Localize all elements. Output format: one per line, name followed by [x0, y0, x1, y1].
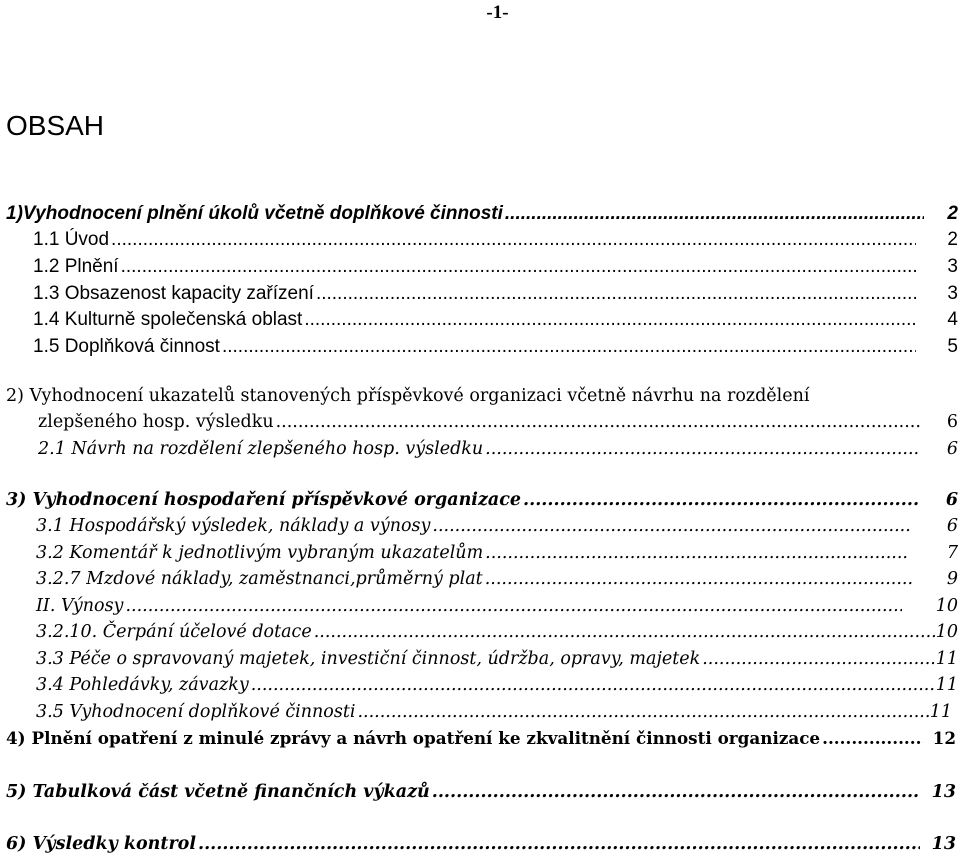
toc-entry-text: 3) Vyhodnocení hospodaření příspěvkové organizace — [6, 490, 522, 510]
toc-entry-5[interactable] — [6, 780, 956, 804]
toc-entry-text: 3.5 Vyhodnocení doplňkové činnosti — [36, 702, 356, 722]
toc-entry-text: 3.1 Hospodářský výsledek, náklady a výnosy — [36, 516, 431, 536]
toc-entry-3-2-7[interactable] — [36, 567, 958, 591]
toc-entry-text: 3.3 Péče o spravovaný majetek, investiční činnost, údržba, opravy, majetek — [36, 649, 701, 669]
toc-page-number: 10 — [935, 622, 958, 642]
toc-leader — [523, 488, 920, 512]
toc-page-number: 9 — [946, 569, 958, 589]
toc-page-number: 10 — [935, 596, 958, 616]
toc-page-number: 6 — [946, 439, 958, 459]
toc-leader — [314, 620, 936, 644]
toc-entry-1-2[interactable] — [33, 255, 958, 279]
toc-entry-2-line1[interactable]: 2) Vyhodnocení ukazatelů stanovených příspěvkové organizaci včetně návrhu na rozdělení — [6, 386, 810, 406]
toc-entry-1-4[interactable] — [33, 308, 958, 332]
toc-leader — [316, 282, 916, 306]
toc-entry-text: 1.2 Plnění — [33, 256, 119, 277]
toc-entry-2[interactable] — [38, 410, 958, 434]
toc-entry-3-4[interactable] — [36, 673, 958, 697]
toc-entry-2-1[interactable] — [38, 437, 958, 461]
toc-entry-text: 6) Výsledky kontrol — [6, 834, 196, 854]
toc-leader — [485, 541, 908, 565]
toc-entry-4[interactable] — [6, 726, 956, 750]
toc-page-number: 6 — [946, 516, 958, 536]
toc-leader — [822, 726, 923, 750]
toc-entry-text: 1.5 Doplňková činnost — [33, 336, 220, 357]
toc-leader — [276, 410, 920, 434]
toc-page-number: 13 — [931, 782, 956, 802]
toc-entry-text: 4) Plnění opatření z minulé zprávy a návrh opatření ke zkvalitnění činnosti organizace — [6, 728, 821, 748]
toc-entry-text: zlepšeného hosp. výsledku — [38, 412, 274, 432]
toc-entry-text: 1)Vyhodnocení plnění úkolů včetně doplňkové činnosti — [6, 203, 503, 224]
toc-entry-6[interactable] — [6, 832, 956, 856]
toc-entry-text: II. Výnosy — [36, 596, 124, 616]
page-number: -1- — [486, 2, 509, 23]
toc-entry-text: 3.2.7 Mzdové náklady, zaměstnanci,průměrný plat — [36, 569, 483, 589]
toc-leader — [198, 832, 920, 856]
toc-leader — [485, 567, 912, 591]
toc-page-number: 11 — [935, 675, 958, 695]
toc-entry-3-2[interactable] — [36, 541, 958, 565]
toc-entry-3[interactable] — [6, 488, 958, 512]
toc-leader — [251, 673, 936, 697]
toc-entry-text: 1.3 Obsazenost kapacity zařízení — [33, 283, 314, 304]
toc-page-number: 4 — [947, 309, 958, 330]
toc-page-number: 5 — [947, 336, 958, 357]
toc-leader — [505, 202, 924, 226]
page-title: OBSAH — [6, 110, 105, 141]
toc-entry-1-3[interactable] — [33, 282, 958, 306]
toc-leader — [222, 335, 916, 359]
toc-entry-text: 3.2 Komentář k jednotlivým vybraným ukazatelům — [36, 543, 484, 563]
toc-entry-text: 5) Tabulková část včetně finančních výkazů — [6, 782, 430, 802]
toc-entry-text: 1.1 Úvod — [33, 229, 110, 250]
toc-entry-3-3[interactable] — [36, 647, 958, 671]
toc-leader — [111, 228, 916, 252]
toc-page-number: 3 — [947, 283, 958, 304]
toc-page-number: 6 — [945, 490, 958, 510]
toc-entry-text: 3.4 Pohledávky, závazky — [36, 675, 249, 695]
toc-entry-3-1[interactable] — [36, 514, 958, 538]
toc-entry-1-1[interactable] — [33, 228, 958, 252]
toc-page-number: 2 — [947, 229, 958, 250]
toc-leader — [432, 780, 920, 804]
toc-leader — [121, 255, 916, 279]
toc-leader — [304, 308, 916, 332]
toc-entry-1-5[interactable] — [33, 335, 958, 359]
toc-entry-text: 1.4 Kulturně společenská oblast — [33, 309, 303, 330]
toc-page-number: 11 — [929, 702, 952, 722]
toc-entry-ii[interactable] — [36, 594, 958, 618]
toc-page-number: 7 — [946, 543, 958, 563]
toc-leader — [432, 514, 912, 538]
toc-page-number: 2 — [947, 203, 958, 224]
toc-leader — [702, 647, 935, 671]
toc-page-number: 12 — [932, 728, 956, 748]
toc-entry-text: 3.2.10. Čerpání účelové dotace — [36, 622, 312, 642]
toc-leader — [485, 437, 920, 461]
toc-page-number: 3 — [947, 256, 958, 277]
toc-page-number: 13 — [931, 834, 956, 854]
toc-leader — [357, 700, 929, 724]
toc-entry-1[interactable] — [6, 202, 958, 226]
toc-entry-text: 2.1 Návrh na rozdělení zlepšeného hosp. výsledku — [38, 439, 484, 459]
toc-entry-3-2-10[interactable] — [36, 620, 958, 644]
toc-entry-3-5[interactable] — [36, 700, 958, 724]
toc-page-number: 6 — [946, 412, 958, 432]
toc-page-number: 11 — [935, 649, 958, 669]
toc-leader — [125, 594, 901, 618]
